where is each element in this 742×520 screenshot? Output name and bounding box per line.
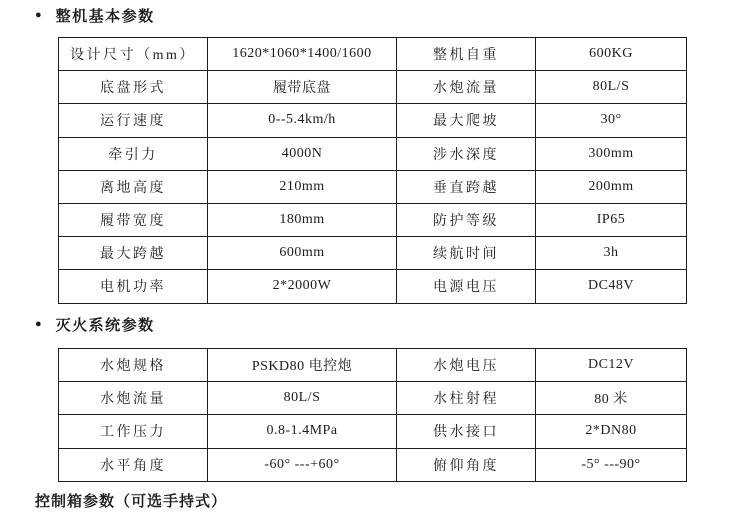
table-row	[59, 382, 687, 415]
table-row	[59, 203, 687, 236]
param-name-cell: 履带宽度	[59, 203, 208, 236]
param-value-cell: 4000N	[208, 137, 397, 170]
param-value-cell: 30°	[536, 104, 687, 137]
param-name-cell: 水炮流量	[59, 382, 208, 415]
section-heading-fire-system	[35, 314, 155, 335]
param-value-cell: -60° ---+60°	[208, 448, 397, 481]
section-heading-control-box	[35, 490, 227, 511]
param-name-cell: 水炮规格	[59, 349, 208, 382]
param-name-cell: 电源电压	[397, 270, 536, 303]
section-heading-label: 整机基本参数	[55, 9, 155, 25]
param-value-cell: 履带底盘	[208, 71, 397, 104]
param-value-cell: IP65	[536, 203, 687, 236]
param-value-cell: 200mm	[536, 170, 687, 203]
section-heading-label: 灭火系统参数	[55, 318, 155, 334]
section-heading-basic-params	[35, 5, 155, 26]
table-row	[59, 237, 687, 270]
param-name-cell: 工作压力	[59, 415, 208, 448]
param-value-cell: PSKD80 电控炮	[208, 349, 397, 382]
param-name-cell: 牵引力	[59, 137, 208, 170]
param-value-cell: 3h	[536, 237, 687, 270]
param-value-cell: 300mm	[536, 137, 687, 170]
bullet-icon: ●	[35, 9, 42, 21]
param-name-cell: 防护等级	[397, 203, 536, 236]
table-row	[59, 137, 687, 170]
param-value-cell: -5° ---90°	[536, 448, 687, 481]
param-name-cell: 垂直跨越	[397, 170, 536, 203]
table-row	[59, 38, 687, 71]
param-name-cell: 水炮流量	[397, 71, 536, 104]
table-row	[59, 270, 687, 303]
param-value-cell: 80L/S	[536, 71, 687, 104]
table-row	[59, 71, 687, 104]
param-name-cell: 电机功率	[59, 270, 208, 303]
table-row	[59, 104, 687, 137]
param-name-cell: 整机自重	[397, 38, 536, 71]
param-name-cell: 运行速度	[59, 104, 208, 137]
param-name-cell: 供水接口	[397, 415, 536, 448]
param-name-cell: 最大跨越	[59, 237, 208, 270]
param-value-cell: 80 米	[536, 382, 687, 415]
param-value-cell: 210mm	[208, 170, 397, 203]
table-row	[59, 415, 687, 448]
basic-params-table	[58, 37, 687, 304]
param-name-cell: 水炮电压	[397, 349, 536, 382]
param-name-cell: 续航时间	[397, 237, 536, 270]
fire-system-table	[58, 348, 687, 482]
bullet-icon: ●	[35, 318, 42, 330]
param-value-cell: 80L/S	[208, 382, 397, 415]
param-value-cell: 2*DN80	[536, 415, 687, 448]
param-name-cell: 涉水深度	[397, 137, 536, 170]
param-value-cell: 0.8-1.4MPa	[208, 415, 397, 448]
table-row	[59, 170, 687, 203]
param-value-cell: 0--5.4km/h	[208, 104, 397, 137]
param-name-cell: 最大爬坡	[397, 104, 536, 137]
param-name-cell: 底盘形式	[59, 71, 208, 104]
param-value-cell: DC48V	[536, 270, 687, 303]
param-name-cell: 水柱射程	[397, 382, 536, 415]
param-name-cell: 设计尺寸（mm）	[59, 38, 208, 71]
param-value-cell: DC12V	[536, 349, 687, 382]
param-value-cell: 1620*1060*1400/1600	[208, 38, 397, 71]
table-row	[59, 448, 687, 481]
param-value-cell: 600KG	[536, 38, 687, 71]
param-value-cell: 600mm	[208, 237, 397, 270]
param-name-cell: 水平角度	[59, 448, 208, 481]
table-row	[59, 349, 687, 382]
param-value-cell: 2*2000W	[208, 270, 397, 303]
param-value-cell: 180mm	[208, 203, 397, 236]
section-heading-label: 控制箱参数（可选手持式）	[35, 494, 228, 510]
param-name-cell: 离地高度	[59, 170, 208, 203]
param-name-cell: 俯仰角度	[397, 448, 536, 481]
